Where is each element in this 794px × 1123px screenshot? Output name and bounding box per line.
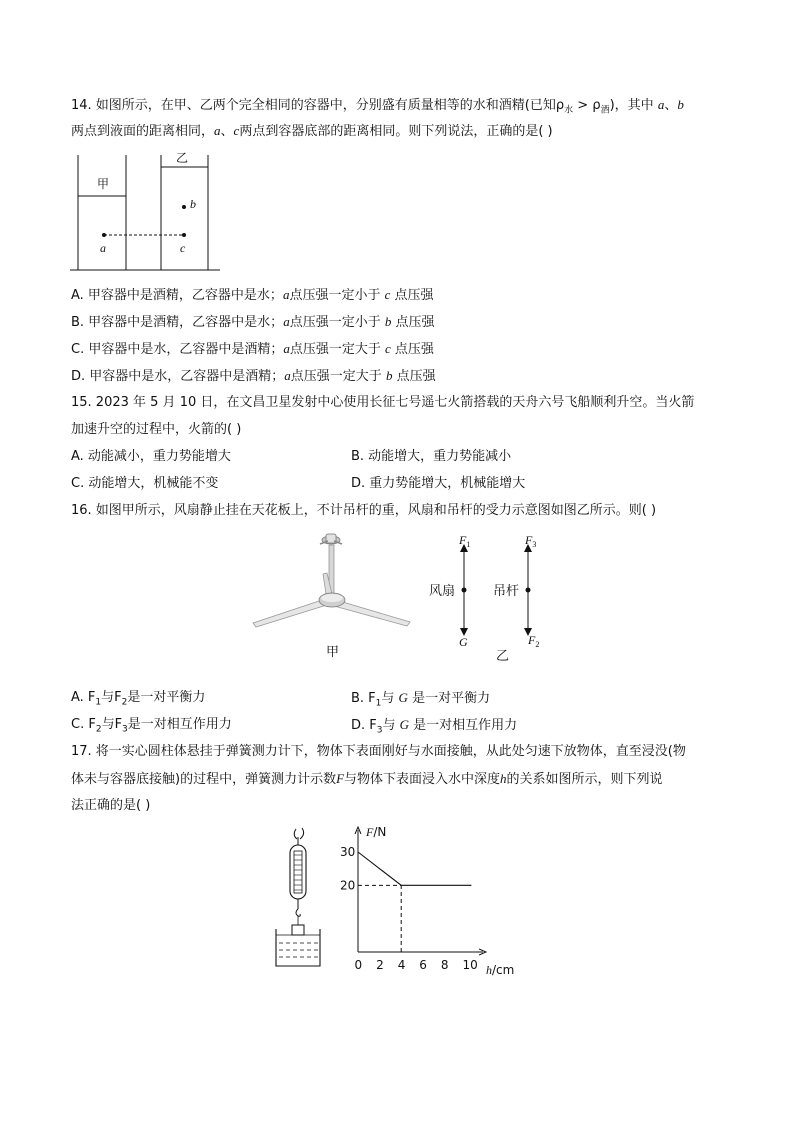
fig-caption-yi: 乙 bbox=[496, 649, 510, 664]
point-a-label: a bbox=[100, 241, 106, 255]
hook-top-icon bbox=[294, 828, 303, 839]
fan-blade-right bbox=[334, 600, 410, 626]
force-diagram bbox=[425, 530, 555, 665]
fan-center-point bbox=[462, 588, 467, 593]
rod-center-point bbox=[526, 588, 531, 593]
q15-option-c[interactable]: C. 动能增大，机械能不变 bbox=[71, 476, 219, 491]
q16-option-c[interactable]: C. $F_2$与$F_3$是一对相互作用力 bbox=[71, 717, 232, 735]
spring-scale-illustration bbox=[270, 825, 330, 970]
q14-option-b[interactable]: B. 甲容器中是酒精，乙容器中是水；a点压强一定小于 b 点压强 bbox=[71, 314, 435, 330]
point-b-label: b bbox=[190, 197, 196, 211]
cylinder-object bbox=[292, 925, 304, 935]
q17-stem-line2: 体未与容器底接触)的过程中，弹簧测力计示数F与物体下表面浸入水中深度h的关系如图所示，则下列说 bbox=[71, 771, 663, 787]
y-tick-label: 20 bbox=[340, 878, 356, 893]
x-tick-label: 10 bbox=[462, 958, 478, 972]
q16-option-d[interactable]: D. $F_3$与 G 是一对相互作用力 bbox=[351, 717, 518, 736]
q14-option-a[interactable]: A. 甲容器中是酒精，乙容器中是水；a点压强一定小于 c 点压强 bbox=[71, 287, 434, 303]
q15-option-d[interactable]: D. 重力势能增大，机械能增大 bbox=[351, 476, 526, 491]
f1-label: $F_1$ bbox=[459, 533, 471, 549]
rod-label: 吊杆 bbox=[493, 584, 520, 599]
y-tick-label: 30 bbox=[340, 845, 356, 859]
q15-option-a[interactable]: A. 动能减小，重力势能增大 bbox=[71, 449, 231, 464]
q15-option-b[interactable]: B. 动能增大，重力势能减小 bbox=[351, 449, 512, 464]
q16-stem: 16. 如图甲所示，风扇静止挂在天花板上，不计吊杆的重，风扇和吊杆的受力示意图如图乙所示。则( ) bbox=[71, 503, 657, 518]
series-line-0 bbox=[358, 852, 471, 885]
x-tick-label: 0 bbox=[354, 958, 363, 972]
force-depth-chart bbox=[335, 822, 535, 982]
q16-option-b[interactable]: B. $F_1$与 G 是一对平衡力 bbox=[351, 690, 491, 709]
q14-container-figure bbox=[70, 150, 230, 275]
ceiling-fan-illustration bbox=[250, 530, 415, 660]
q14-stem-line1: 14. 如图所示，在甲、乙两个完全相同的容器中，分别盛有质量相等的水和酒精(已知$\rho_水 > \rho_酒$)，其中 a、b bbox=[71, 97, 684, 116]
x-tick-label: 4 bbox=[397, 958, 406, 972]
hook-bottom-icon bbox=[296, 909, 300, 916]
q16-option-a[interactable]: A. $F_1$与$F_2$是一对平衡力 bbox=[71, 690, 206, 708]
y-axis-label: F/N bbox=[366, 825, 387, 839]
x-tick-label: 2 bbox=[376, 958, 384, 972]
f2-label: $F_2$ bbox=[528, 633, 540, 649]
point-c-label: c bbox=[180, 241, 186, 255]
q17-stem-line1: 17. 将一实心圆柱体悬挂于弹簧测力计下，物体下表面刚好与水面接触，从此处匀速下放物体，直至浸没(物 bbox=[71, 744, 686, 759]
fan-blade-left bbox=[253, 598, 330, 627]
yi-label: 乙 bbox=[176, 151, 189, 165]
q14-option-c[interactable]: C. 甲容器中是水，乙容器中是酒精；a点压强一定大于 c 点压强 bbox=[71, 341, 434, 357]
x-tick-label: 6 bbox=[419, 958, 427, 972]
point-c bbox=[182, 233, 186, 237]
x-tick-label: 8 bbox=[440, 958, 449, 972]
q17-stem-line3: 法正确的是( ) bbox=[71, 798, 151, 813]
x-axis-label: h/cm bbox=[486, 963, 515, 977]
point-b bbox=[182, 205, 186, 209]
fan-label: 风扇 bbox=[429, 584, 456, 599]
fig-caption-jia: 甲 bbox=[326, 645, 340, 660]
f3-label: $F_3$ bbox=[525, 533, 537, 549]
g-label: G bbox=[459, 635, 468, 649]
jia-label: 甲 bbox=[97, 177, 110, 191]
q15-stem-line1: 15. 2023 年 5 月 10 日，在文昌卫星发射中心使用长征七号遥七火箭搭载的天舟六号飞船顺利升空。当火箭 bbox=[71, 395, 695, 410]
q14-option-d[interactable]: D. 甲容器中是水，乙容器中是酒精；a点压强一定大于 b 点压强 bbox=[71, 368, 436, 384]
q14-stem-line2: 两点到液面的距离相同，a、c两点到容器底部的距离相同。则下列说法，正确的是( ) bbox=[71, 123, 553, 139]
point-a bbox=[102, 233, 106, 237]
q15-stem-line2: 加速升空的过程中，火箭的( ) bbox=[71, 422, 242, 437]
